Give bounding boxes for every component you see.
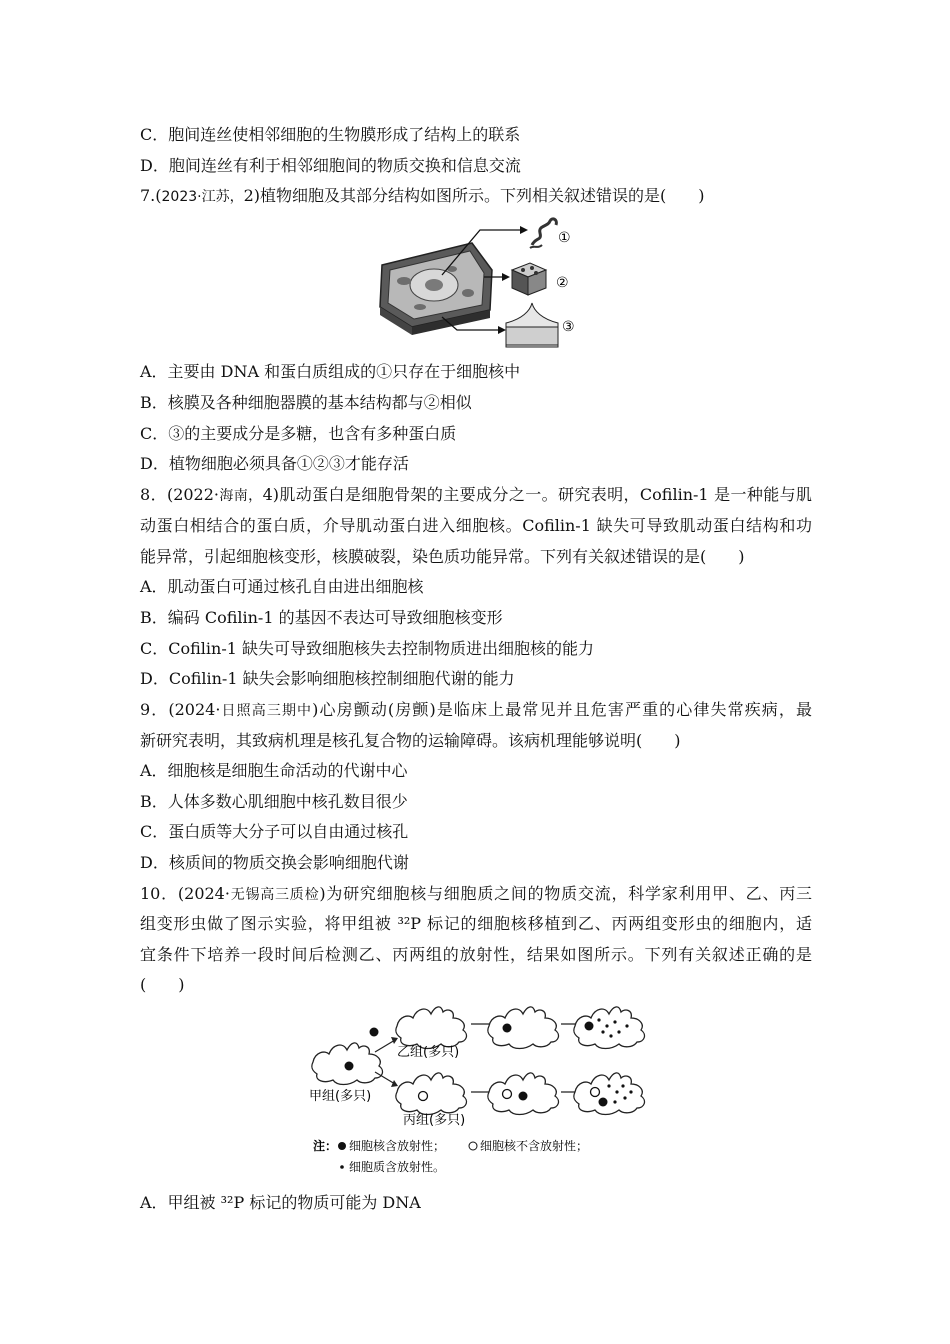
q10-stem-line2: 组变形虫做了图示实验，将甲组被 ³²P 标记的细胞核移植到乙、丙两组变形虫的细胞内，适 — [140, 914, 812, 933]
q10-number: 10．(2024· — [140, 884, 230, 903]
chromatin-icon — [532, 219, 556, 245]
q10-stem-line1 — [140, 884, 812, 905]
nucleus-labeled — [345, 1062, 354, 1071]
q8-option-d: D．Cofilin-1 缺失会影响细胞核控制细胞代谢的能力 — [140, 669, 515, 688]
q8-number: 8．(2022· — [140, 485, 220, 504]
q9-option-a: A．细胞核是细胞生命活动的代谢中心 — [140, 761, 408, 780]
q7-label-2: ② — [556, 275, 569, 291]
q9-stem-line2: 新研究表明，其致病机理是核孔复合物的运输障碍。该病机理能够说明( ) — [140, 731, 681, 750]
q8-option-c: C．Cofilin-1 缺失可导致细胞核失去控制物质进出细胞核的能力 — [140, 639, 595, 658]
q9-stem-line1 — [140, 700, 812, 721]
q7-option-a: A．主要由 DNA 和蛋白质组成的①只存在于细胞核中 — [140, 362, 521, 381]
q7-plant-cell-figure — [372, 215, 582, 350]
q7-number: 7.( — [140, 186, 162, 205]
label-group-jia: 甲组(多只) — [309, 1089, 372, 1104]
amoeba-yi-3 — [574, 1007, 645, 1049]
q8-stem-line2: 动蛋白相结合的蛋白质，介导肌动蛋白进入细胞核。Cofilin-1 缺失可导致肌动蛋白结构和功 — [140, 516, 812, 535]
membrane-icon — [512, 263, 546, 295]
q9-source: 日照高三期中 — [220, 703, 313, 719]
amoeba-yi-1 — [396, 1007, 467, 1049]
q8-option-b: B．编码 Cofilin-1 的基因不表达可导致细胞核变形 — [140, 608, 503, 627]
q10-stem-line3: 宜条件下培养一段时间后检测乙、丙两组的放射性，结果如图所示。下列有关叙述正确的是 — [140, 945, 812, 964]
cell-wall-icon — [506, 303, 558, 347]
q10-stem-text1: )为研究细胞核与细胞质之间的物质交流，科学家利用甲、乙、丙三 — [319, 884, 812, 903]
note-nucleus-labeled: 细胞核含放射性； — [349, 1139, 446, 1153]
q10-source: 无锡高三质检 — [229, 887, 320, 903]
q8-option-a: A．肌动蛋白可通过核孔自由进出细胞核 — [140, 577, 424, 596]
label-group-yi: 乙组(多只) — [397, 1045, 460, 1060]
q7-label-1: ① — [558, 230, 571, 246]
q6-option-c: C．胞间连丝使相邻细胞的生物膜形成了结构上的联系 — [140, 125, 521, 144]
q7-source: 2023·江苏， — [161, 189, 244, 205]
q9-stem-text1: )心房颤动(房颤)是临床上最常见并且危害严重的心律失常疾病，最 — [312, 700, 813, 719]
q8-stem-text1: 4)肌动蛋白是细胞骨架的主要成分之一。研究表明，Cofilin-1 是一种能与肌 — [262, 485, 813, 504]
q10-option-a: A．甲组被 ³²P 标记的物质可能为 DNA — [140, 1193, 421, 1212]
q10-stem-line4: ( ) — [140, 975, 185, 994]
q7-option-b: B．核膜及各种细胞器膜的基本结构都与②相似 — [140, 393, 472, 412]
amoeba-bing-3 — [574, 1073, 645, 1115]
q8-source: 海南， — [219, 488, 263, 504]
q9-option-d: D．核质间的物质交换会影响细胞代谢 — [140, 853, 409, 872]
q7-label-3: ③ — [562, 319, 575, 335]
amoeba-yi-2 — [488, 1007, 559, 1049]
q9-option-b: B．人体多数心肌细胞中核孔数目很少 — [140, 792, 408, 811]
q7-option-c: C．③的主要成分是多糖，也含有多种蛋白质 — [140, 424, 457, 443]
q7-stem-text: 2)植物细胞及其部分结构如图所示。下列相关叙述错误的是( ) — [243, 186, 705, 205]
q10-amoeba-experiment-figure — [305, 1000, 650, 1180]
q9-number: 9．(2024· — [140, 700, 221, 719]
note-prefix: 注： — [313, 1139, 338, 1153]
plant-cell-drawing — [380, 243, 492, 335]
q6-option-d: D．胞间连丝有利于相邻细胞间的物质交换和信息交流 — [140, 156, 521, 175]
q8-stem-line1 — [140, 485, 812, 506]
q7-stem — [140, 186, 812, 207]
amoeba-bing-1 — [396, 1073, 467, 1115]
note-cytoplasm-labeled: 细胞质含放射性。 — [349, 1160, 446, 1174]
q7-option-d: D．植物细胞必须具备①②③才能存活 — [140, 454, 409, 473]
note-nucleus-unlabeled: 细胞核不含放射性； — [480, 1139, 589, 1153]
q8-stem-line3: 能异常，引起细胞核变形，核膜破裂，染色质功能异常。下列有关叙述错误的是( ) — [140, 547, 745, 566]
q9-option-c: C．蛋白质等大分子可以自由通过核孔 — [140, 822, 409, 841]
label-group-bing: 丙组(多只) — [403, 1113, 466, 1128]
